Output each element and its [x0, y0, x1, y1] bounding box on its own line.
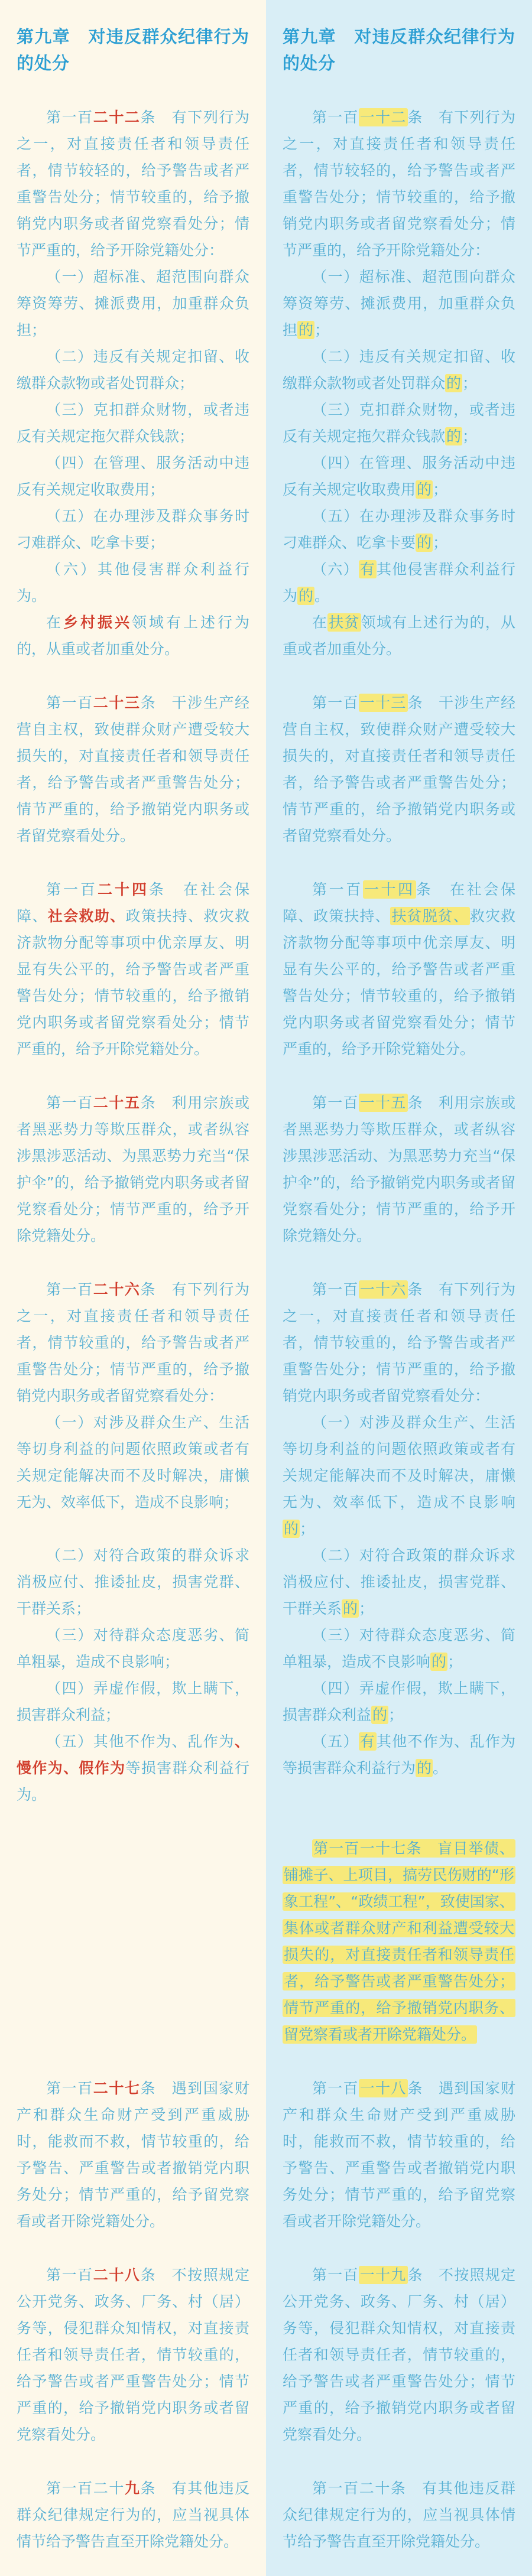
yellow-highlight-text: 扶贫脱贫、 [391, 908, 469, 925]
old-version-paragraph [17, 104, 249, 264]
text-run: 第一百 [46, 694, 93, 711]
new-version-paragraph [283, 1089, 515, 1249]
old-version-cell [0, 876, 266, 1062]
red-emphasis-text: 二十五 [93, 1094, 141, 1111]
comparison-row [0, 264, 532, 343]
text-run: 条 遇到国家财产和群众生命财产受到严重威胁时，能救而不救，情节较重的，给予警告、严重警告或者撤销党内职务处分；情节严重的，给予留党察看或者开除党籍处分。 [283, 2080, 515, 2230]
comparison-row [0, 849, 532, 1062]
new-version-paragraph [283, 609, 515, 662]
text-run: （六）其他侵害群众利益行为。 [17, 561, 249, 604]
text-run: 条 有下列行为之一，对直接责任者和领导责任者，情节较轻的，给予警告或者严重警告处分；情节较重的，给予撤销党内职务或者留党察看处分；情节严重的，给予开除党籍处分： [17, 109, 249, 259]
text-run: （四）弄虚作假，欺上瞒下，损害群众利益 [283, 1680, 515, 1723]
comparison-row [0, 503, 532, 556]
old-version-cell [0, 1835, 266, 2048]
new-version-cell [266, 1622, 532, 1675]
old-version-cell [0, 503, 266, 556]
old-version-paragraph [17, 2475, 249, 2555]
comparison-row [0, 343, 532, 396]
new-version-paragraph [283, 1728, 515, 1781]
comparison-row [0, 1249, 532, 1409]
old-version-paragraph [17, 503, 249, 556]
text-run: 领域有上述行为的，从重或者加重处分。 [283, 614, 515, 658]
old-version-paragraph [17, 689, 249, 849]
old-version-cell [0, 2075, 266, 2235]
comparison-row [0, 1622, 532, 1675]
text-run: 第一百 [46, 2266, 93, 2284]
comparison-row [0, 1808, 532, 2048]
comparison-row [0, 2048, 532, 2235]
old-version-paragraph [17, 1276, 249, 1409]
yellow-highlight-text: 一十六 [359, 1281, 407, 1298]
old-version-cell [0, 1728, 266, 1808]
text-run: （四）弄虚作假，欺上瞒下，损害群众利益； [17, 1680, 249, 1723]
yellow-highlight-text: 有 [359, 1733, 375, 1750]
text-run: 条 有下列行为之一，对直接责任者和领导责任者，情节较重的，给予警告或者严重警告处分；情节严重的，给予撤销党内职务或者留党察看处分： [283, 1281, 515, 1404]
comparison-row [0, 556, 532, 609]
red-emphasis-text: 二十七 [93, 2080, 141, 2097]
old-version-paragraph [17, 2262, 249, 2448]
text-run: 第一百 [46, 2080, 93, 2097]
old-version-cell [0, 609, 266, 662]
new-version-paragraph [283, 876, 515, 1062]
text-run: 条 遇到国家财产和群众生命财产受到严重威胁时，能救而不救，情节较重的，给予警告、严重警告或者撤销党内职务处分；情节严重的，给予留党察看或者开除党籍处分。 [17, 2080, 249, 2230]
text-run: 在 [46, 614, 63, 631]
comparison-row [0, 2448, 532, 2555]
comparison-table [0, 24, 532, 2555]
chapter-title-row [0, 24, 532, 77]
new-version-paragraph [283, 450, 515, 503]
new-version-cell [266, 1675, 532, 1728]
text-run: 第一百二十 [46, 2480, 125, 2497]
old-version-paragraph [17, 556, 249, 609]
text-run: ； [388, 1706, 404, 1723]
new-version-paragraph [283, 264, 515, 343]
comparison-row [0, 1542, 532, 1622]
text-run: 其他侵害群众利益行为 [283, 561, 515, 604]
text-run: 第一百 [46, 109, 93, 126]
old-version-cell [0, 689, 266, 849]
old-version-cell [0, 2475, 266, 2555]
text-run: 第一百 [46, 1094, 93, 1111]
new-version-cell [266, 1728, 532, 1808]
text-run: 条 不按照规定公开党务、政务、厂务、村（居）务等，侵犯群众知情权，对直接责任者和领导责任者，情节较重的，给予警告或者严重警告处分；情节严重的，给予撤销党内职务或者留党察看处分。 [17, 2266, 249, 2443]
old-version-cell [0, 1675, 266, 1728]
text-run: 第一百 [312, 881, 363, 898]
text-run: 第一百 [312, 109, 359, 126]
text-run: （三）对待群众态度恶劣、简单粗暴，造成不良影响 [283, 1627, 515, 1670]
old-version-paragraph [17, 609, 249, 662]
text-run: 第一百 [46, 881, 98, 898]
yellow-highlight-text: 的 [343, 1600, 358, 1617]
yellow-highlight-text: 一十二 [359, 109, 407, 126]
text-run: （一）对涉及群众生产、生活等切身利益的问题依照政策或者有关规定能解决而不及时解决，庸懒无为、效率低下，造成不良影响； [17, 1414, 249, 1511]
old-version-paragraph [17, 2075, 249, 2235]
old-version-paragraph [17, 1728, 249, 1808]
yellow-highlight-text: 的 [284, 1520, 299, 1537]
text-run: ； [433, 481, 448, 498]
new-version-cell [266, 1276, 532, 1409]
comparison-row [0, 1728, 532, 1808]
old-version-cell [0, 24, 266, 77]
new-version-paragraph [283, 1409, 515, 1542]
text-run: 等损害群众利益行为。 [17, 1759, 249, 1803]
old-version-paragraph [17, 1409, 249, 1515]
yellow-highlight-text: 的 [446, 428, 462, 445]
new-version-paragraph [283, 1835, 515, 2048]
old-version-paragraph [17, 264, 249, 343]
text-run: 其他不作为、乱作为等损害群众利益行为 [283, 1733, 515, 1777]
yellow-highlight-text: 的 [417, 534, 432, 551]
old-version-cell [0, 1409, 266, 1542]
red-emphasis-text: 社会救助、 [47, 908, 126, 925]
old-version-paragraph [17, 876, 249, 1062]
comparison-row [0, 77, 532, 264]
text-run: 领域有上述行为的，从重或者加重处分。 [17, 614, 249, 658]
text-run: （二）违反有关规定扣留、收缴群众款物或者处罚群众 [283, 348, 515, 392]
text-run: （一）对涉及群众生产、生活等切身利益的问题依照政策或者有关规定能解决而不及时解决，庸懒无为、效率低下，造成不良影响 [283, 1414, 515, 1511]
text-run: 第九章 对违反群众纪律行为的处分 [283, 27, 515, 73]
yellow-highlight-text: 的 [299, 321, 314, 339]
text-run: 条 干涉生产经营自主权，致使群众财产遭受较大损失的，对直接责任者和领导责任者，给予警告或者严重警告处分；情节严重的，给予撤销党内职务或者留党察看处分。 [17, 694, 249, 844]
red-emphasis-text: 、慢作为、假作为 [17, 1733, 249, 1777]
yellow-highlight-text: 有 [359, 561, 375, 578]
comparison-row [0, 662, 532, 849]
yellow-highlight-text: 一十八 [359, 2080, 407, 2097]
old-version-cell [0, 1622, 266, 1675]
new-version-cell [266, 343, 532, 396]
new-version-cell [266, 396, 532, 450]
text-run: （三）对待群众态度恶劣、简单粗暴，造成不良影响； [17, 1627, 249, 1670]
old-version-paragraph [17, 1542, 249, 1622]
new-version-cell [266, 689, 532, 849]
new-version-cell [266, 450, 532, 503]
yellow-highlight-text: 扶贫 [329, 614, 360, 631]
old-version-paragraph [17, 1089, 249, 1249]
text-run: （二）对符合政策的群众诉求消极应付、推诿扯皮，损害党群、干群关系 [283, 1547, 515, 1617]
yellow-highlight-text: 的 [372, 1706, 388, 1723]
comparison-row [0, 1062, 532, 1249]
yellow-highlight-text: 第一百一十七条 盲目举债、铺摊子、上项目，搞劳民伤财的“形象工程”、“政绩工程”，致使国家、集体或者群众财产和利益遭受较大损失的，对直接责任者和领导责任者，给予警告或者严重警告处分；情节严重的，给予撤销党内职务、留党察看或者开除党籍处分。 [284, 1840, 514, 2043]
text-run: （四）在管理、服务活动中违反有关规定收取费用； [17, 454, 249, 498]
text-run: ； [433, 534, 448, 551]
comparison-row [0, 2235, 532, 2448]
text-run: 条 利用宗族或者黑恶势力等欺压群众，或者纵容涉黑涉恶活动、为黑恶势力充当“保护伞”的，给予撤销党内职务或者留党察看处分；情节严重的，给予开除党籍处分。 [17, 1094, 249, 1244]
yellow-highlight-text: 一十三 [359, 694, 407, 711]
old-version-paragraph [17, 343, 249, 396]
text-run: 条 有其他违反群众纪律规定行为的，应当视具体情节给予警告直至开除党籍处分。 [17, 2480, 249, 2550]
text-run: （六） [312, 561, 359, 578]
text-run: 条 利用宗族或者黑恶势力等欺压群众，或者纵容涉黑涉恶活动、为黑恶势力充当“保护伞”的，给予撤销党内职务或者留党察看处分；情节严重的，给予开除党籍处分。 [283, 1094, 515, 1244]
text-run: （五）其他不作为、乱作为 [46, 1733, 235, 1750]
text-run: （一）超标准、超范围向群众筹资筹劳、摊派费用，加重群众负担 [283, 268, 515, 339]
old-version-cell [0, 450, 266, 503]
old-version-cell [0, 1089, 266, 1249]
new-version-cell [266, 1409, 532, 1542]
comparison-row [0, 609, 532, 662]
new-version-cell [266, 1835, 532, 2048]
text-run: 第一百二十条 有其他违反群众纪律规定行为的，应当视具体情节给予警告直至开除党籍处分。 [283, 2480, 515, 2550]
text-run: （五）在办理涉及群众事务时刁难群众、吃拿卡要 [283, 508, 515, 551]
text-run: ； [314, 321, 330, 339]
new-version-paragraph [283, 104, 515, 264]
yellow-highlight-text: 一十九 [359, 2266, 407, 2284]
new-version-paragraph [283, 2262, 515, 2448]
new-version-cell [266, 556, 532, 609]
text-run: （四）在管理、服务活动中违反有关规定收取费用 [283, 454, 515, 498]
new-version-paragraph [283, 1675, 515, 1728]
new-version-paragraph [283, 396, 515, 450]
text-run: ； [300, 1520, 315, 1537]
new-version-paragraph [283, 343, 515, 396]
text-run: （一）超标准、超范围向群众筹资筹劳、摊派费用，加重群众负担； [17, 268, 249, 339]
old-version-paragraph [17, 1675, 249, 1728]
text-run: （三）克扣群众财物，或者违反有关规定拖欠群众钱款 [283, 401, 515, 445]
new-version-cell [266, 2075, 532, 2235]
text-run: 条 在社会保障、政策扶持、 [283, 881, 515, 925]
red-emphasis-text: 二十八 [93, 2266, 141, 2284]
yellow-highlight-text: 的 [417, 1759, 432, 1777]
text-run: 条 有下列行为之一，对直接责任者和领导责任者，情节较重的，给予警告或者严重警告处分；情节严重的，给予撤销党内职务或者留党察看处分： [17, 1281, 249, 1404]
text-run: 。 [433, 1759, 448, 1777]
comparison-row [0, 450, 532, 503]
comparison-row [0, 396, 532, 450]
yellow-highlight-text: 的 [432, 1653, 447, 1670]
text-run: 第一百 [312, 2266, 359, 2284]
red-emphasis-text: 乡村振兴 [63, 614, 132, 631]
text-run: 条 有下列行为之一，对直接责任者和领导责任者，情节较轻的，给予警告或者严重警告处分；情节较重的，给予撤销党内职务或者留党察看处分；情节严重的，给予开除党籍处分： [283, 109, 515, 259]
red-emphasis-text: 二十二 [93, 109, 141, 126]
new-version-cell [266, 1542, 532, 1622]
new-version-cell [266, 24, 532, 77]
text-run: （三）克扣群众财物，或者违反有关规定拖欠群众钱款； [17, 401, 249, 445]
old-version-paragraph [17, 396, 249, 450]
new-version-paragraph [283, 1542, 515, 1622]
text-run: ； [462, 428, 478, 445]
text-run: 救灾救济款物分配等事项中优亲厚友、明显有失公平的，给予警告或者严重警告处分；情节较重的，给予撤销党内职务或者留党察看处分；情节严重的，给予开除党籍处分。 [283, 908, 515, 1058]
text-run: （五） [312, 1733, 359, 1750]
text-run: 在 [312, 614, 328, 631]
text-run: 条 在社会保障、 [17, 881, 249, 925]
text-run: ； [359, 1600, 374, 1617]
new-version-paragraph [283, 556, 515, 609]
new-version-paragraph [283, 2475, 515, 2555]
text-run: 条 干涉生产经营自主权，致使群众财产遭受较大损失的，对直接责任者和领导责任者，给予警告或者严重警告处分；情节严重的，给予撤销党内职务或者留党察看处分。 [283, 694, 515, 844]
chapter-title [283, 24, 515, 77]
yellow-highlight-text: 的 [417, 481, 432, 498]
new-version-cell [266, 503, 532, 556]
text-run: （二）对符合政策的群众诉求消极应付、推诿扯皮，损害党群、干群关系； [17, 1547, 249, 1617]
red-emphasis-text: 九 [124, 2480, 141, 2497]
old-version-cell [0, 2262, 266, 2448]
yellow-highlight-text: 的 [299, 587, 314, 604]
yellow-highlight-text: 一十五 [359, 1094, 407, 1111]
new-version-cell [266, 609, 532, 662]
new-version-cell [266, 104, 532, 264]
text-run: 第一百 [312, 2080, 359, 2097]
old-version-cell [0, 556, 266, 609]
new-version-paragraph [283, 1622, 515, 1675]
text-run: ； [462, 375, 478, 392]
new-version-cell [266, 2262, 532, 2448]
new-version-paragraph [283, 2075, 515, 2235]
text-run: 。 [314, 587, 330, 604]
new-version-cell [266, 1089, 532, 1249]
old-version-cell [0, 343, 266, 396]
new-version-cell [266, 876, 532, 1062]
old-version-cell [0, 1276, 266, 1409]
old-version-cell [0, 396, 266, 450]
new-version-paragraph [283, 503, 515, 556]
text-run: 第一百 [312, 1094, 359, 1111]
new-version-paragraph [283, 689, 515, 849]
text-run: 第一百 [312, 694, 359, 711]
text-run: （二）违反有关规定扣留、收缴群众款物或者处罚群众； [17, 348, 249, 392]
yellow-highlight-text: 的 [446, 375, 462, 392]
old-version-cell [0, 1542, 266, 1622]
red-emphasis-text: 二十三 [93, 694, 141, 711]
comparison-row [0, 1675, 532, 1728]
comparison-row [0, 1409, 532, 1542]
text-run: 第一百 [46, 1281, 93, 1298]
old-version-paragraph [17, 1622, 249, 1675]
old-version-cell [0, 264, 266, 343]
text-run: 第九章 对违反群众纪律行为的处分 [17, 27, 249, 73]
old-version-cell [0, 104, 266, 264]
red-emphasis-text: 二十四 [98, 881, 149, 898]
text-run: 第一百 [312, 1281, 359, 1298]
new-version-cell [266, 2475, 532, 2555]
new-version-paragraph [283, 1276, 515, 1409]
text-run: ； [447, 1653, 463, 1670]
text-run: （五）在办理涉及群众事务时刁难群众、吃拿卡要； [17, 508, 249, 551]
red-emphasis-text: 二十六 [93, 1281, 141, 1298]
text-run: 政策扶持、救灾救济款物分配等事项中优亲厚友、明显有失公平的，给予警告或者严重警告处分；情节较重的，给予撤销党内职务或者留党察看处分；情节严重的，给予开除党籍处分。 [17, 908, 249, 1058]
new-version-cell [266, 264, 532, 343]
old-version-paragraph [17, 450, 249, 503]
yellow-highlight-text: 一十四 [364, 881, 415, 898]
chapter-title [17, 24, 249, 77]
text-run: 条 不按照规定公开党务、政务、厂务、村（居）务等，侵犯群众知情权，对直接责任者和领导责任者，情节较重的，给予警告或者严重警告处分；情节严重的，给予撤销党内职务或者留党察看处分。 [283, 2266, 515, 2443]
